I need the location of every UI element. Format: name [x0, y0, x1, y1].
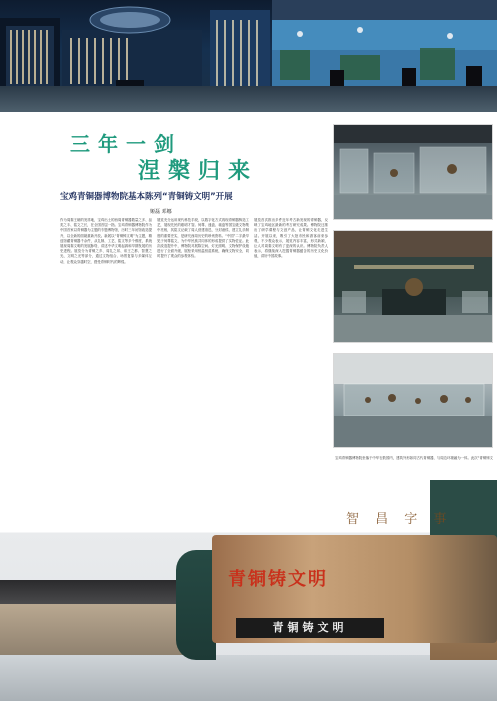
photo-gallery-centerpiece — [333, 230, 493, 343]
photo-gallery-vitrines-art — [334, 125, 493, 220]
body-text-column-3: 展览首次推出多件近年考古新发现的青铜器，反映了宝鸡地区最新的考古研究成果。博物院还推出了研学课程与文创产品，让青铜文化走进生活。开展以来，吸引了大批市民和游客前来参观，不少观众表示，展览内容丰富，形式新颖，让人对周秦文明有了更深的认识。博物院负责人表示，将继续深入挖掘青铜器蕴含的历史文化价值，讲好中国故事。 — [254, 218, 328, 259]
wall-frame-left — [176, 550, 216, 660]
photo-gallery-vitrines — [333, 124, 493, 220]
hall-floor — [0, 86, 497, 112]
body-text-column-1: 作为周秦王朝的发祥地，宝鸡出土的西周青铜器数量之多、品类之丰、铭文之长，在全国首屈一指。宝鸡青铜器博物院作为中国首家以青铜器为主题的专题博物馆，历时三年闭馆改造提升，以全新的面貌重新开放。新展以“青铜铸文明”为主题，精选馆藏青铜器千余件，从礼制、工艺、铭文等多个维度，系统展现周秦文明的发展脉络，讲述中华文明起源和早期发展的历史进程。展览分为青铜之乡、周礼之邦、帝王之都、智慧之光、文明之光等部分，通过文物组合、场景复原与多媒体互动，让观众穿越时空，感受青铜时代的辉煌。 — [60, 218, 152, 264]
photo-hall-floor — [0, 655, 497, 701]
photo-gallery-long-vitrine-art — [334, 354, 493, 448]
article-title-block — [40, 124, 330, 208]
article-title-line-1: 三年一剑 — [70, 132, 182, 156]
article-subtitle: 宝鸡青铜器博物院基本陈列“青铜铸文明”开展 — [60, 192, 233, 202]
body-text-column-4: 宝鸡青铜器博物院坐落于中华石鼓园内，建筑外形如同古代青铜器，与周边环境融为一体。此次“青铜铸文 — [335, 456, 493, 460]
wall-name-plaque: 青铜铸文明 — [236, 618, 384, 638]
body-text-column-2: 展览充分运用现代科技手段，以数字化方式再现青铜器铸造工艺，展现先民的聪明才智。何尊、逨盘、墙盘等国宝级文物集中亮相，其铭文记载了周人营建洛邑、分封诸侯、建立礼乐制度的重要史实，是研究西周历史的珍贵资料。“中国”二字最早见于何尊铭文，为中华民族共同体的形成提供了实物佐证。此次改造提升中，博物院对展陈空间、灯光照明、文物保护设施进行了全面升级，展柜采用恒温恒湿系统，确保文物安全，同时提升了观众的参观体验。 — [157, 218, 249, 259]
wall-inscription-glyphs: 智 昌 字 事 — [346, 512, 453, 527]
photo-gallery-long-vitrine — [333, 353, 493, 448]
photo-gallery-centerpiece-art — [334, 231, 493, 343]
article-byline: 姬磊 邓娜 — [150, 209, 172, 215]
wall-title-text: 青铜铸文明 — [228, 569, 328, 590]
article-title-line-2: 涅槃归来 — [138, 158, 259, 184]
hero-photo-exhibition-hall — [0, 0, 497, 112]
